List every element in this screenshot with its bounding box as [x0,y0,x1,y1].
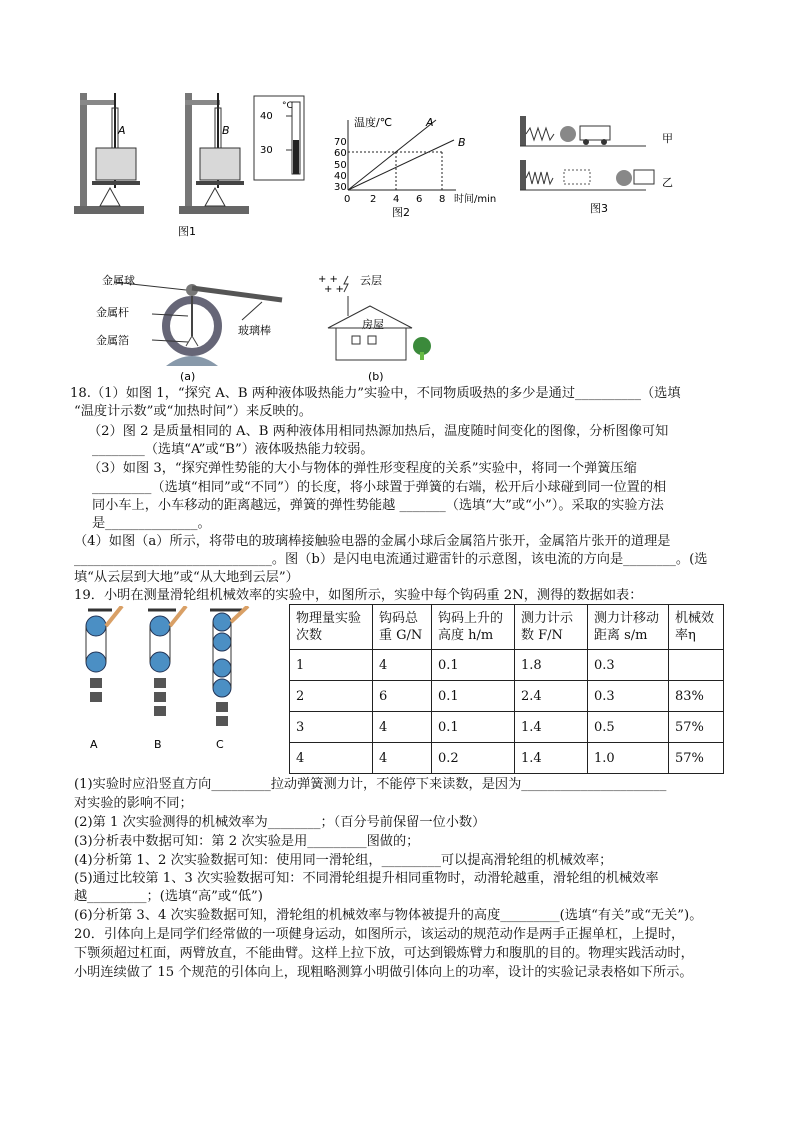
table-row [290,650,724,681]
q19-sub: (1)实验时应沿竖直方向_________拉动弹簧测力计，不能停下来读数，是因为______________________ [74,777,667,792]
fig3-jia: 甲 [662,132,673,145]
table-row [290,712,724,743]
figure-pulleys [72,606,288,750]
table-header: 钩码总重 G/N [373,605,432,650]
q18-line: （3）如图 3，“探究弹性势能的大小与物体的弹性形变程度的关系”实验中，将同一个弹簧压缩 [88,461,637,476]
figa-caption: (a) [180,370,196,382]
thermo-30: 30 [260,145,273,156]
fig2-xtick: 4 [393,194,400,205]
table-cell: 0.1 [432,650,515,681]
table-cell: 4 [373,712,432,743]
fig2-ytick: 60 [334,148,347,159]
q20-line: 20．引体向上是同学们经常做的一项健身运动，如图所示，该运动的规范动作是两手正握单杠，上提时， [74,927,685,942]
table-cell: 0.3 [588,681,669,712]
q20-line: 小明连续做了 15 个规范的引体向上，现粗略测算小明做引体向上的功率，设计的实验记录表格如下所示。 [74,965,693,980]
fig2-line-a: A [426,116,434,129]
q18-line: ______________________________。图（b）是闪电电流通过避雷针的示意图，该电流的方向是________。(选 [74,552,708,567]
table-cell: 0.2 [432,743,515,774]
figb-house: 房屋 [362,318,384,331]
efficiency-table [289,604,724,774]
table-cell: 57% [669,712,724,743]
q19-sub: 越_________；(选填“高”或“低”) [74,889,263,904]
figb-caption: (b) [368,370,384,382]
table-cell: 1.4 [515,712,588,743]
q18-line: 同小车上，小车移动的距离越远，弹簧的弹性势能越 _______（选填“大”或“小”）。采取的实验方法 [92,498,664,513]
fig2-xtick: 8 [439,194,446,205]
table-cell: 0.1 [432,681,515,712]
figa-ball: 金属球 [102,274,135,287]
q19-sub: (6)分析第 3、4 次实验数据可知，滑轮组的机械效率与物体被提升的高度_________(选填“有关”或“无关”)。 [74,908,703,923]
fig2-ytick: 70 [334,137,347,148]
figa-foil: 金属箔 [96,334,129,347]
q18-line: 填“从云层到大地”或“从大地到云层”） [74,570,299,585]
q18-line: ________（选填“A”或“B”）液体吸热能力较弱。 [92,442,374,457]
fig2-xtick: 6 [416,194,423,205]
q19-sub: (4)分析第 1、2 次实验数据可知：使用同一滑轮组，_________可以提高滑轮组的机械效率； [74,853,613,868]
fig2-xtick: 2 [370,194,377,205]
table-header-row [290,605,724,650]
figb-cloud: 云层 [360,274,382,287]
table-row [290,681,724,712]
table-cell: 57% [669,743,724,774]
fig19-label-b: B [154,738,162,750]
fig3-caption: 图3 [590,202,608,215]
table-cell: 1.4 [515,743,588,774]
table-cell: 4 [373,743,432,774]
table-cell: 2 [290,681,373,712]
q18-line: （2）图 2 是质量相同的 A、B 两种液体用相同热源加热后，温度随时间变化的图像，分析图像可知 [88,424,669,439]
fig2-xlabel: 时间/min [454,194,497,205]
q18-line: “温度计示数”或“加热时间”）来反映的。 [74,404,312,419]
q19-sub: 对实验的影响不同； [74,796,193,811]
thermo-unit: °C [282,101,293,111]
fig2-ylabel: 温度/℃ [354,116,393,129]
svg-text:+ +: + + [324,284,344,295]
fig3-yi: 乙 [662,176,673,189]
table-header: 测力计移动距离 s/m [588,605,669,650]
figure-2 [326,112,516,220]
fig2-ytick: 40 [334,171,347,182]
table-header: 钩码上升的高度 h/m [432,605,515,650]
table-cell: 4 [373,650,432,681]
q18-line: 是______________。 [92,516,211,531]
table-cell: 2.4 [515,681,588,712]
fig19-label-c: C [216,738,224,750]
q20-line: 下颚须超过杠面，两臂放直，不能曲臂。这样上拉下放，可达到锻炼臂力和腹肌的目的。物理实践活动时， [74,946,694,961]
fig2-ytick: 50 [334,160,347,171]
fig2-line-b: B [458,136,466,149]
figure-3 [516,112,686,216]
svg-text:+ +: + + [318,274,338,285]
q19-sub: (5)通过比较第 1、3 次实验数据可知：不同滑轮组提升相同重物时，动滑轮越重，滑轮组的机械效率 [74,871,659,886]
q19-sub: (3)分析表中数据可知：第 2 次实验是用_________图做的； [74,834,420,849]
table-cell: 0.3 [588,650,669,681]
fig19-label-a: A [90,738,98,750]
q19-intro: 19．小明在测量滑轮组机械效率的实验中，如图所示，实验中每个钩码重 2N，测得的数据如表： [74,588,643,603]
figure-electroscope [92,266,292,382]
fig1-label-a: A [118,124,126,137]
figure-lightning [312,266,442,382]
fig2-ytick: 30 [334,182,347,193]
fig2-xtick: 0 [344,194,351,205]
table-cell: 83% [669,681,724,712]
fig1-label-b: B [222,124,230,137]
table-cell: 0.1 [432,712,515,743]
table-cell: 6 [373,681,432,712]
fig2-caption: 图2 [392,206,410,219]
table-cell: 1.8 [515,650,588,681]
thermo-40: 40 [260,111,273,122]
table-cell [669,650,724,681]
table-cell: 1 [290,650,373,681]
fig1-caption: 图1 [178,225,196,238]
table-header: 测力计示数 F/N [515,605,588,650]
table-header: 物理量实验次数 [290,605,373,650]
table-cell: 0.5 [588,712,669,743]
table-cell: 3 [290,712,373,743]
table-row [290,743,724,774]
table-cell: 1.0 [588,743,669,774]
q19-sub: (2)第 1 次实验测得的机械效率为________；（百分号前保留一位小数） [74,815,486,830]
figa-glass: 玻璃棒 [238,324,271,337]
q18-line: 18.（1）如图 1，“探究 A、B 两种液体吸热能力”实验中，不同物质吸热的多少是通过__________（选填 [70,386,681,401]
table-cell: 4 [290,743,373,774]
table-header: 机械效率η [669,605,724,650]
figure-1 [70,88,330,240]
figa-rod: 金属杆 [96,306,129,319]
q18-line: （4）如图（a）所示，将带电的玻璃棒接触验电器的金属小球后金属箔片张开，金属箔片张开的道理是 [74,534,671,549]
q18-line: _________（选填“相同”或“不同”）的长度，将小球置于弹簧的右端，松开后小球碰到同一位置的相 [92,480,667,495]
